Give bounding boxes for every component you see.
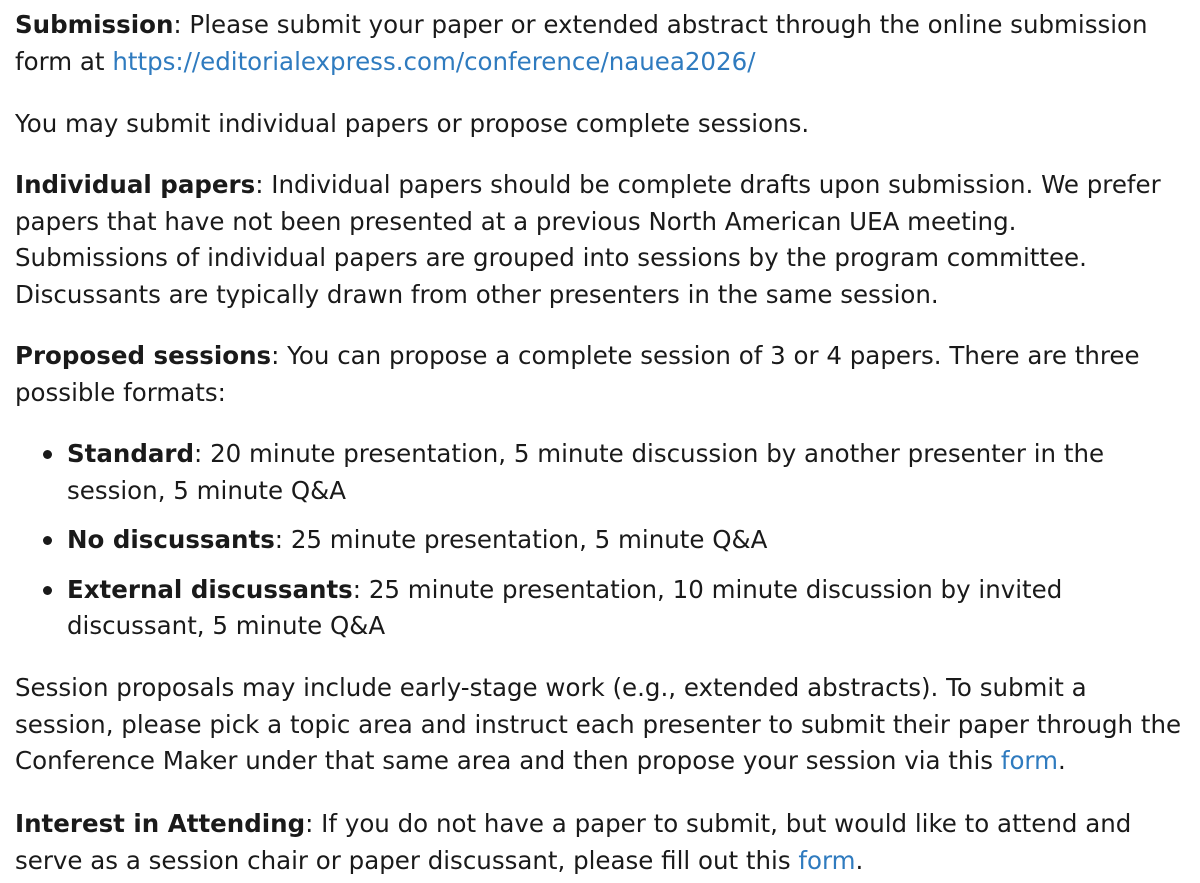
interest-attending-text: : If you do not have a paper to submit, but would like to attend and serve as a session chair or paper discussant, please fill out this xyxy=(15,809,1132,875)
interest-attending-paragraph xyxy=(15,806,1175,879)
proposed-sessions-text: : You can propose a complete session of 3 or 4 papers. There are three possible formats: xyxy=(15,341,1140,407)
bullet-icon xyxy=(43,586,52,595)
format-term: No discussants xyxy=(67,525,275,554)
session-proposal-text: Session proposals may include early-stage work (e.g., extended abstracts). To submit a session, please pick a topic area and instruct each presenter to submit their paper through the Conference Maker under that same area and then propose your session via this xyxy=(15,673,1182,775)
format-term: Standard xyxy=(67,439,195,468)
format-text: : 20 minute presentation, 5 minute discussion by another presenter in the session, 5 minute Q&A xyxy=(67,439,1105,505)
bullet-icon xyxy=(43,450,52,459)
individual-papers-paragraph xyxy=(15,167,1175,313)
session-form-link[interactable]: form xyxy=(1000,746,1058,775)
session-format-list xyxy=(15,436,1190,658)
session-proposal-paragraph xyxy=(15,670,1190,780)
format-text: : 25 minute presentation, 10 minute discussion by invited discussant, 5 minute Q&A xyxy=(67,574,1063,640)
submission-paragraph xyxy=(15,7,1190,80)
individual-papers-text: : Individual papers should be complete drafts upon submission. We prefer papers that have not been presented at a previous North American UEA meeting. Submissions of individual papers are grouped into sessions by the program committee. Discussants are typically drawn from other presenters in the same session. xyxy=(15,170,1161,309)
proposed-sessions-paragraph xyxy=(15,338,1175,411)
format-item-no-discussants xyxy=(15,522,1190,559)
submission-text: : Please submit your paper or extended abstract through the online submission form at xyxy=(15,10,1148,76)
interest-attending-end: . xyxy=(855,845,864,875)
interest-attending-term: Interest in Attending xyxy=(15,809,306,838)
submission-term: Submission xyxy=(15,10,174,39)
format-term: External discussants xyxy=(67,574,353,604)
proposed-sessions-term: Proposed sessions xyxy=(15,341,272,370)
submission-url-link[interactable]: https://editorialexpress.com/conference/nauea2026/ xyxy=(112,46,756,76)
intro-paragraph: You may submit individual papers or propose complete sessions. xyxy=(15,109,810,138)
bullet-icon xyxy=(43,536,52,545)
format-text: : 25 minute presentation, 5 minute Q&A xyxy=(274,525,768,554)
attend-form-link[interactable]: form xyxy=(798,845,856,875)
individual-papers-term: Individual papers xyxy=(15,170,256,199)
format-item-standard xyxy=(15,436,1190,509)
format-item-external-discussants xyxy=(15,572,1190,645)
session-proposal-end: . xyxy=(1057,746,1066,775)
